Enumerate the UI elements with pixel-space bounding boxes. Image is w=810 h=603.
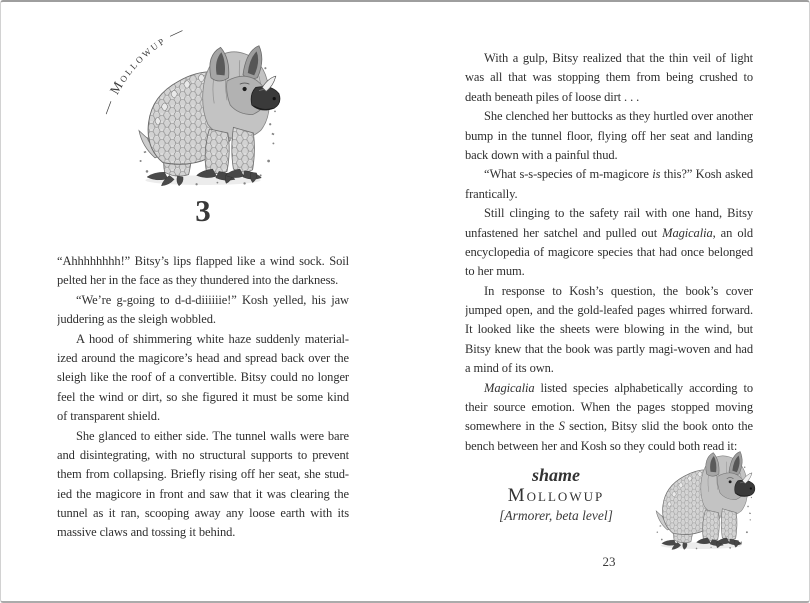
right-page-text [465, 49, 753, 456]
text-line: “What s-s-species of m-magicore is this?” Kosh asked [484, 167, 753, 182]
text-line: unfastened her satchel and pulled out Magicalia, an old [465, 225, 753, 240]
text-line: jumped open, and the gold-leafed pages whirred forward. [465, 303, 753, 318]
species-name: Mollowup [507, 485, 605, 506]
text-line: feel the wind or dirt, so she figured it must be some kind [57, 389, 349, 404]
text-line: sleigh like the roof of a convertible. Bitsy could no longer [57, 370, 349, 385]
text-line: to her mum. [465, 264, 525, 279]
text-line: “Ahhhhhhhh!” Bitsy’s lips flapped like a wind sock. Soil [57, 254, 349, 268]
text-line: With a gulp, Bitsy realized that the thin veil of light [484, 51, 753, 65]
text-line: She glanced to either side. The tunnel walls were bare [76, 428, 349, 443]
species-entry [456, 465, 656, 524]
text-line: pelted her in the face as they thundered into the darkness. [57, 273, 339, 288]
text-line: A hood of shimmering white haze suddenly material- [76, 331, 349, 346]
text-line: bump in the tunnel floor, flying off her seat and landing [465, 128, 753, 143]
text-line: Still clinging to the safety rail with one hand, Bitsy [484, 206, 753, 221]
text-line: Magicalia listed species alphabetically according to [484, 380, 753, 395]
text-line: In response to Kosh’s question, the book’s cover [484, 283, 753, 298]
text-line: bench between her and Kosh so they could both read it: [465, 438, 738, 453]
text-line: and disintegrating, with no structural supports to prevent [57, 447, 349, 462]
text-line: frantically. [465, 186, 518, 201]
species-classification: [Armorer, beta level] [499, 508, 613, 523]
text-line: tunnel as it ran, scooping away any loose earth with its [57, 506, 349, 521]
text-line: encyclopedia of magicore species that had once belonged [465, 244, 753, 259]
text-line: death beneath piles of loose dirt . . . [465, 89, 640, 104]
text-line: It looked like the sheets were blowing in the wind, but [465, 322, 753, 337]
left-page-text [57, 252, 349, 543]
text-line: She clenched her buttocks as they hurtled over another [484, 109, 753, 124]
text-line: juddering as the sleigh wobbled. [57, 312, 216, 327]
text-line: a mind of its own. [465, 361, 554, 376]
text-line: back down with a painful thud. [465, 147, 618, 162]
arc-species-label [41, 12, 301, 197]
species-emotion-label: shame [531, 465, 580, 485]
text-line: Bitsy knew that the book was partly magi-woven and had [465, 341, 753, 356]
mollowup-creature-illustration-small [645, 448, 757, 552]
svg-text:— Mollowup — [98, 22, 187, 118]
text-line: was all that was stopping them from being crushed to [465, 70, 753, 85]
text-line: ied the magicore in front and saw that it was clearing the [57, 486, 349, 501]
text-line: them from collapsing. Briefly rising off her seat, she stud- [57, 467, 349, 482]
text-line: massive claws and tossing it behind. [57, 525, 236, 540]
text-line: their source emotion. When the pages stopped moving [465, 400, 753, 415]
arc-species-label-text: — Mollowup — [97, 21, 188, 117]
text-line: “We’re g-going to d-d-diiiiiie!” Kosh yelled, his jaw [76, 292, 349, 307]
chapter-number: 3 [195, 193, 211, 228]
text-line: somewhere in the S section, Bitsy slid the book onto the [465, 419, 753, 434]
text-line: ized around the magicore’s head and spread back over the [57, 350, 349, 365]
text-line: of transparent shield. [57, 409, 160, 424]
page-number: 23 [602, 554, 616, 569]
